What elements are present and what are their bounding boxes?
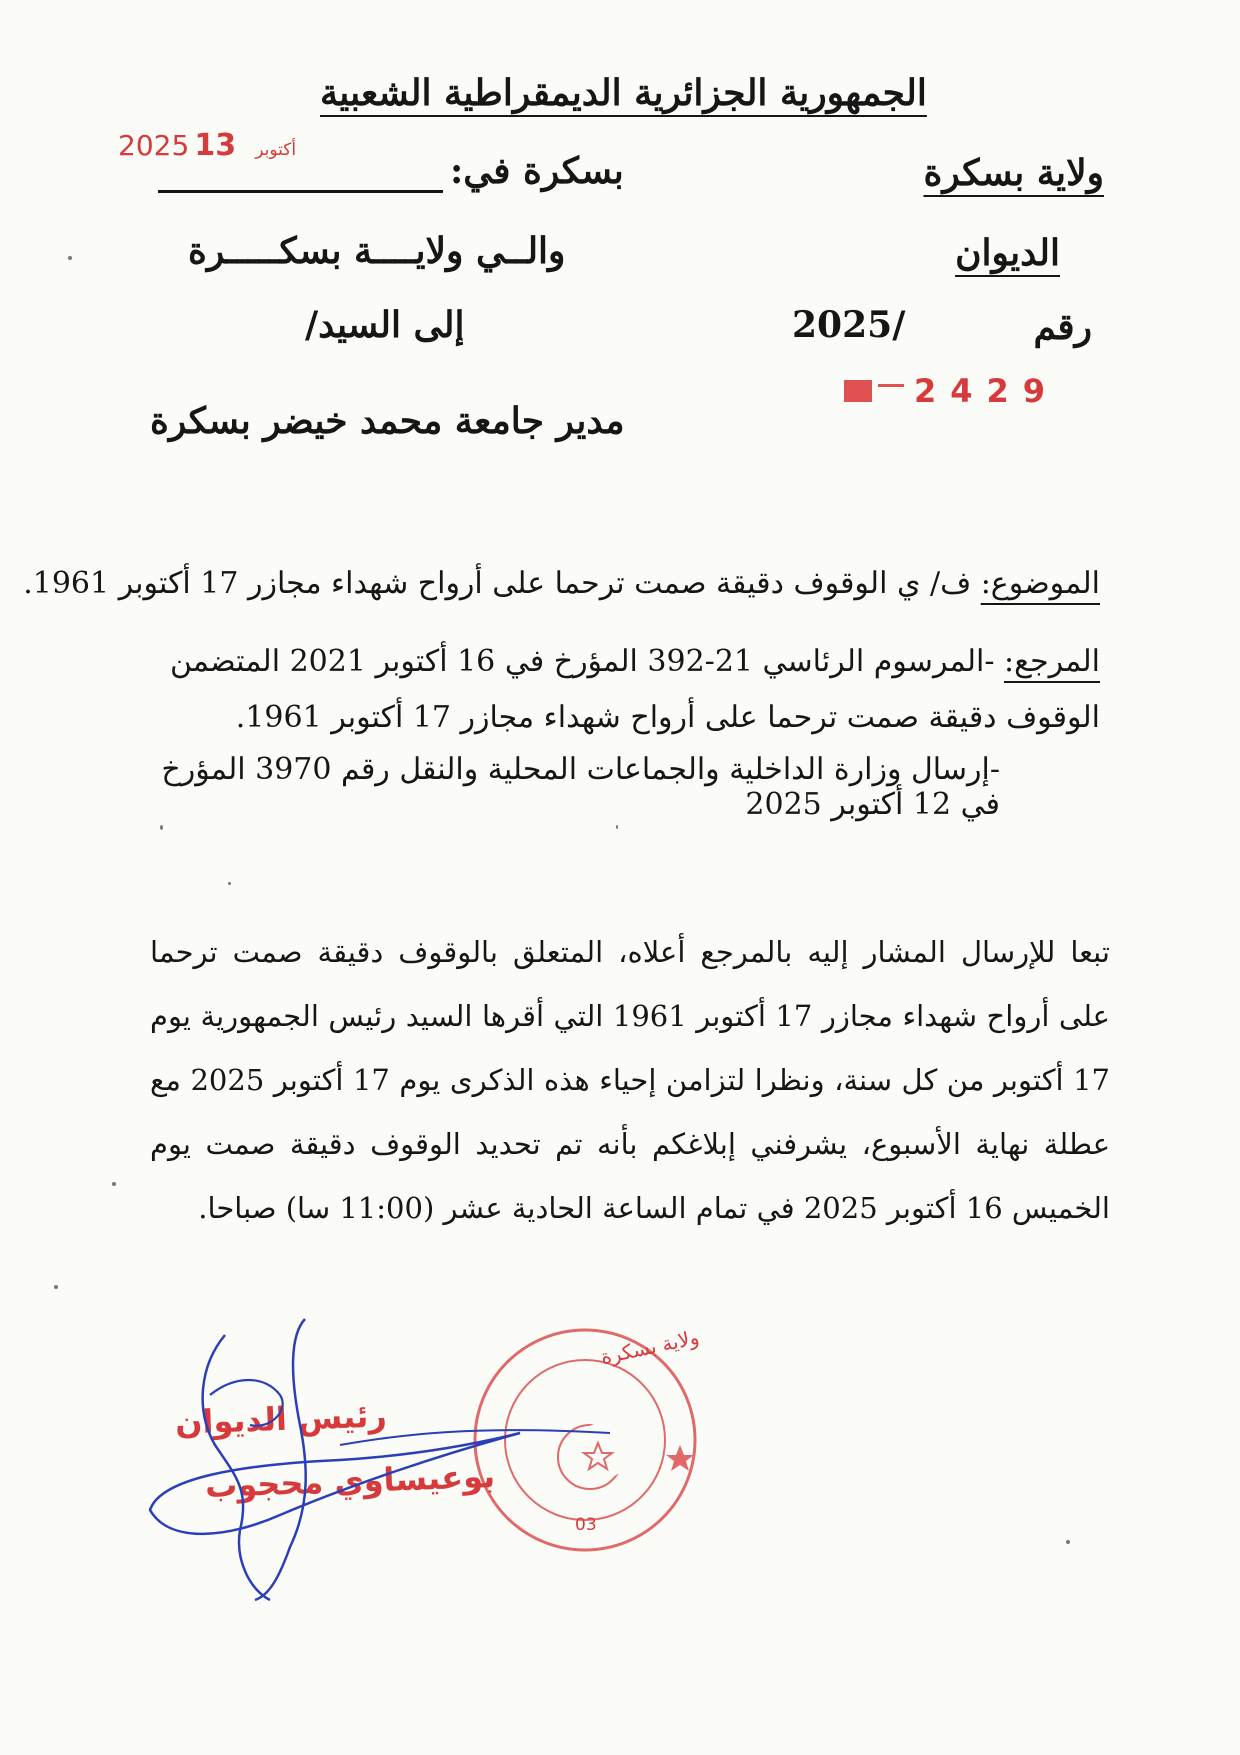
issuer-title: والــي ولايــــة بسكـــــرة xyxy=(188,230,566,272)
date-stamp-day: 13 xyxy=(194,128,237,163)
speck xyxy=(160,825,163,830)
body-paragraph: تبعا للإرسال المشار إليه بالمرجع أعلاه، المتعلق بالوقوف دقيقة صمت ترحما على أرواح شهداء مجازر 17 أكتوبر 1961 التي أقرها السيد رئيس الجمهورية يوم 17 أكتوبر من كل سنة، ونظرا لتزامن إحياء هذه الذكرى يوم 17 أكتوبر 2025 مع عطلة نهاية الأسبوع، يشرفني إبلاغكم بأنه تم تحديد الوقوف دقيقة صمت يوم الخميس 16 أكتوبر 2025 في تمام الساعة الحادية عشر (11:00 سا) صباحا. xyxy=(150,935,1110,1225)
registry-number: 2429 xyxy=(914,372,1060,410)
registry-stamp-dash xyxy=(878,384,904,387)
speck xyxy=(112,1182,116,1186)
date-stamp-month: أكتوبر xyxy=(255,140,297,160)
signature-name: بوعيساوي محجوب xyxy=(204,1456,496,1506)
republic-title: الجمهورية الجزائرية الديمقراطية الشعبية xyxy=(320,72,927,114)
number-year: 2025/ xyxy=(792,304,906,346)
speck xyxy=(616,825,618,829)
reference-line xyxy=(140,634,1100,746)
seal-top-text: ولاية بسكرة xyxy=(598,1324,702,1370)
signature-title: رئيس الديوان xyxy=(174,1396,388,1442)
date-line xyxy=(158,190,443,193)
speck xyxy=(68,256,72,260)
registry-stamp-block xyxy=(844,380,872,402)
number-label: رقم xyxy=(1033,306,1092,348)
subject-line xyxy=(23,566,1100,601)
speck xyxy=(54,1285,58,1289)
subject-label: الموضوع: xyxy=(980,566,1100,601)
speck xyxy=(1066,1540,1070,1544)
date-stamp xyxy=(118,128,310,163)
reference-item-1: -المرسوم الرئاسي 21-392 المؤرخ في 16 أكتوبر 2021 المتضمن الوقوف دقيقة صمت ترحما على أرواح شهداء مجازر 17 أكتوبر 1961. xyxy=(169,644,1100,735)
recipient: مدير جامعة محمد خيضر بسكرة xyxy=(150,400,625,442)
date-stamp-year: 2025 xyxy=(118,129,190,162)
seal-number: 03 xyxy=(575,1515,597,1535)
cabinet-label: الديوان xyxy=(955,232,1060,274)
reference-label: المرجع: xyxy=(1004,644,1100,679)
handwritten-signature xyxy=(140,1315,620,1605)
wilaya-label: ولاية بسكرة xyxy=(923,152,1104,194)
place-date-label: بسكرة في: xyxy=(450,150,624,192)
reference-item-2: -إرسال وزارة الداخلية والجماعات المحلية والنقل رقم 3970 المؤرخ في 12 أكتوبر 2025 xyxy=(161,752,1000,822)
to-label: إلى السيد/ xyxy=(305,304,465,346)
subject-text: ف/ ي الوقوف دقيقة صمت ترحما على أرواح شهداء مجازر 17 أكتوبر 1961. xyxy=(23,566,981,601)
speck xyxy=(228,882,231,885)
